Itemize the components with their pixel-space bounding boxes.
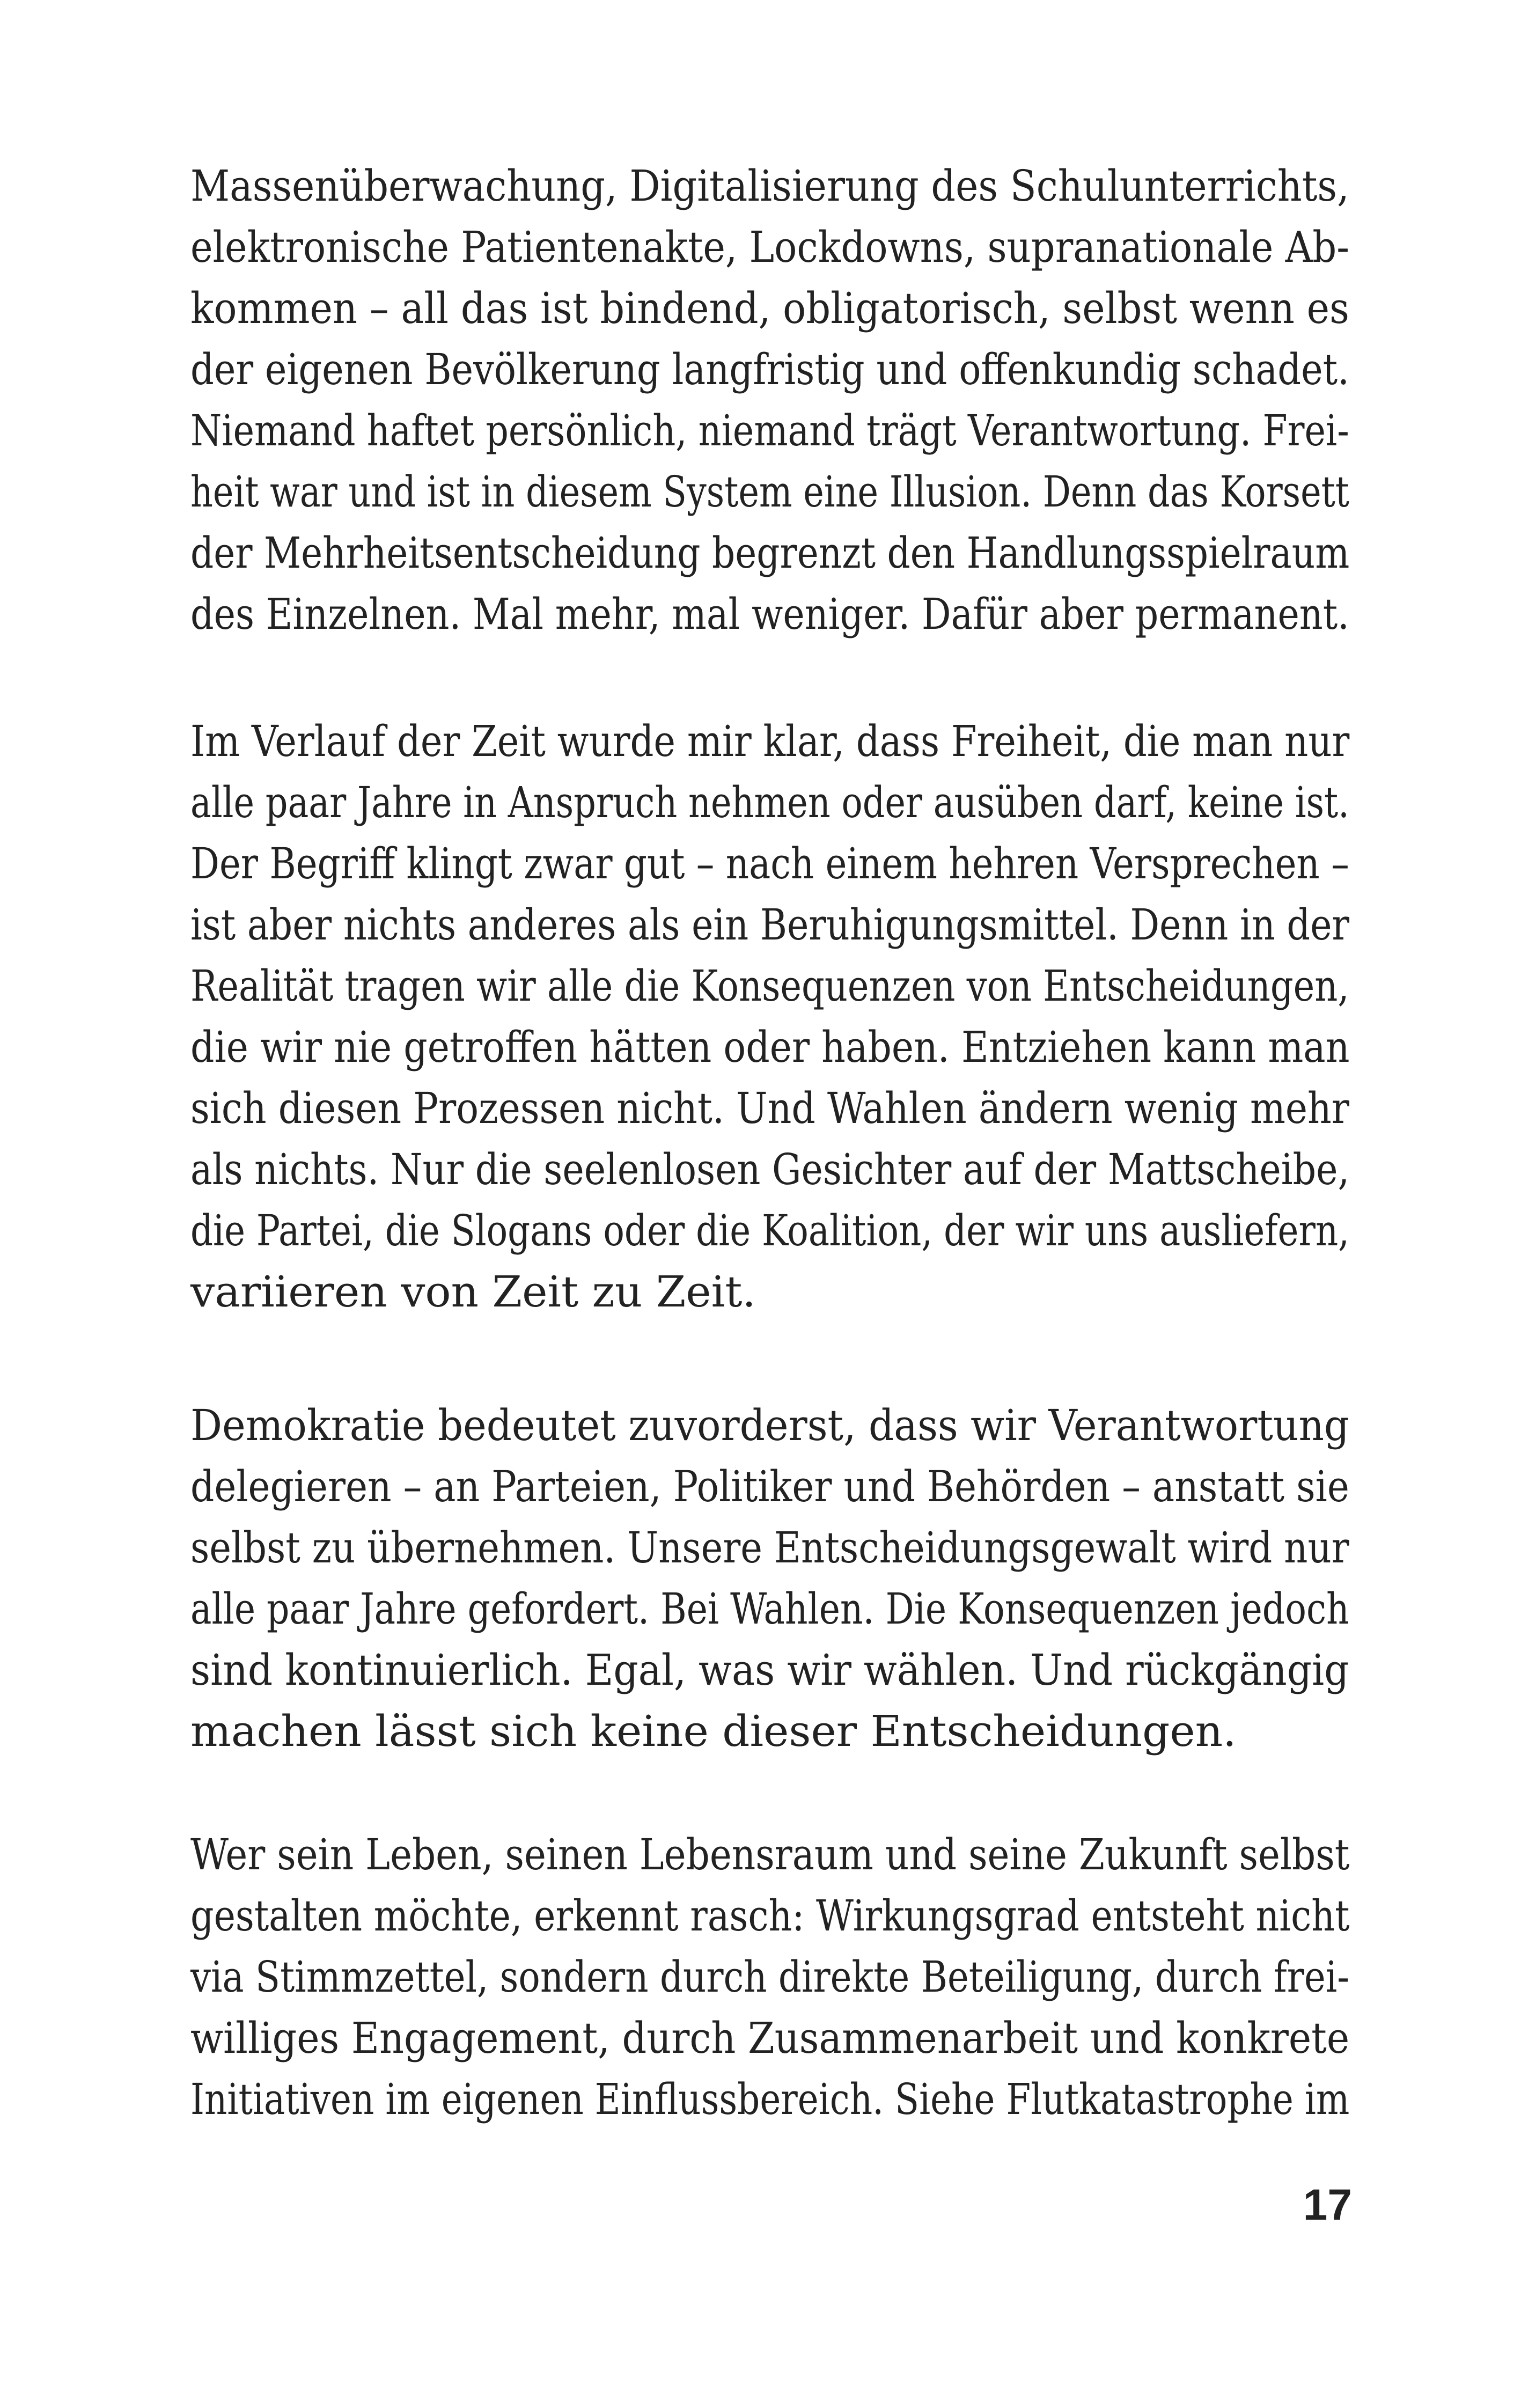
text-line: Niemand haftet persönlich, niemand trägt Verantwortung. Frei- (190, 406, 1349, 456)
text-line: der eigenen Bevölkerung langfristig und offenkundig schadet. (190, 344, 1349, 394)
paragraph-1 (190, 156, 1349, 645)
text-line: gestalten möchte, erkennt rasch: Wirkungsgrad entsteht nicht (190, 1891, 1350, 1941)
text-line: Im Verlauf der Zeit wurde mir klar, dass Freiheit, die man nur (190, 716, 1350, 766)
paragraph-3 (190, 1395, 1349, 1762)
text-line: variieren von Zeit zu Zeit. (190, 1267, 756, 1317)
text-line: ist aber nichts anderes als ein Beruhigungsmittel. Denn in der (190, 900, 1350, 950)
text-line: via Stimmzettel, sondern durch direkte Beteiligung, durch frei- (190, 1952, 1349, 2002)
text-line: williges Engagement, durch Zusammenarbeit und konkrete (190, 2013, 1350, 2063)
text-line: kommen – all das ist bindend, obligatorisch, selbst wenn es (190, 283, 1349, 333)
text-line: sich diesen Prozessen nicht. Und Wahlen ändern wenig mehr (190, 1083, 1350, 1133)
text-line: elektronische Patientenakte, Lockdowns, supranationale Ab- (190, 222, 1349, 272)
text-line: Demokratie bedeutet zuvorderst, dass wir Verantwortung (190, 1400, 1350, 1450)
text-line: alle paar Jahre gefordert. Bei Wahlen. Die Konsequenzen jedoch (190, 1584, 1349, 1634)
text-line: heit war und ist in diesem System eine Illusion. Denn das Korsett (190, 467, 1349, 517)
text-line: Realität tragen wir alle die Konsequenzen von Entscheidungen, (190, 961, 1349, 1011)
text-line: die wir nie getroffen hätten oder haben. Entziehen kann man (190, 1022, 1350, 1072)
text-line: alle paar Jahre in Anspruch nehmen oder ausüben darf, keine ist. (190, 777, 1349, 827)
text-line: Initiativen im eigenen Einflussbereich. Siehe Flutkatastrophe im (190, 2074, 1350, 2124)
text-line: Der Begriff klingt zwar gut – nach einem hehren Versprechen – (190, 839, 1349, 889)
text-line: machen lässt sich keine dieser Entscheidungen. (190, 1706, 1237, 1756)
text-line: delegieren – an Parteien, Politiker und Behörden – anstatt sie (190, 1462, 1349, 1511)
text-line: Massenüberwachung, Digitalisierung des Schulunterrichts, (190, 161, 1349, 211)
text-line: der Mehrheitsentscheidung begrenzt den Handlungsspielraum (190, 528, 1350, 578)
text-line: des Einzelnen. Mal mehr, mal weniger. Dafür aber permanent. (190, 589, 1349, 639)
text-line: selbst zu übernehmen. Unsere Entscheidungsgewalt wird nur (190, 1523, 1349, 1573)
text-line: die Partei, die Slogans oder die Koalition, der wir uns ausliefern, (190, 1206, 1350, 1256)
text-line: als nichts. Nur die seelenlosen Gesichter auf der Mattscheibe, (190, 1144, 1350, 1194)
page-number: 17 (1303, 2181, 1352, 2229)
text-line: sind kontinuierlich. Egal, was wir wählen. Und rückgängig (190, 1645, 1349, 1695)
paragraph-4 (190, 1824, 1349, 2130)
text-line: Wer sein Leben, seinen Lebensraum und seine Zukunft selbst (190, 1830, 1350, 1880)
paragraph-2 (190, 711, 1349, 1323)
